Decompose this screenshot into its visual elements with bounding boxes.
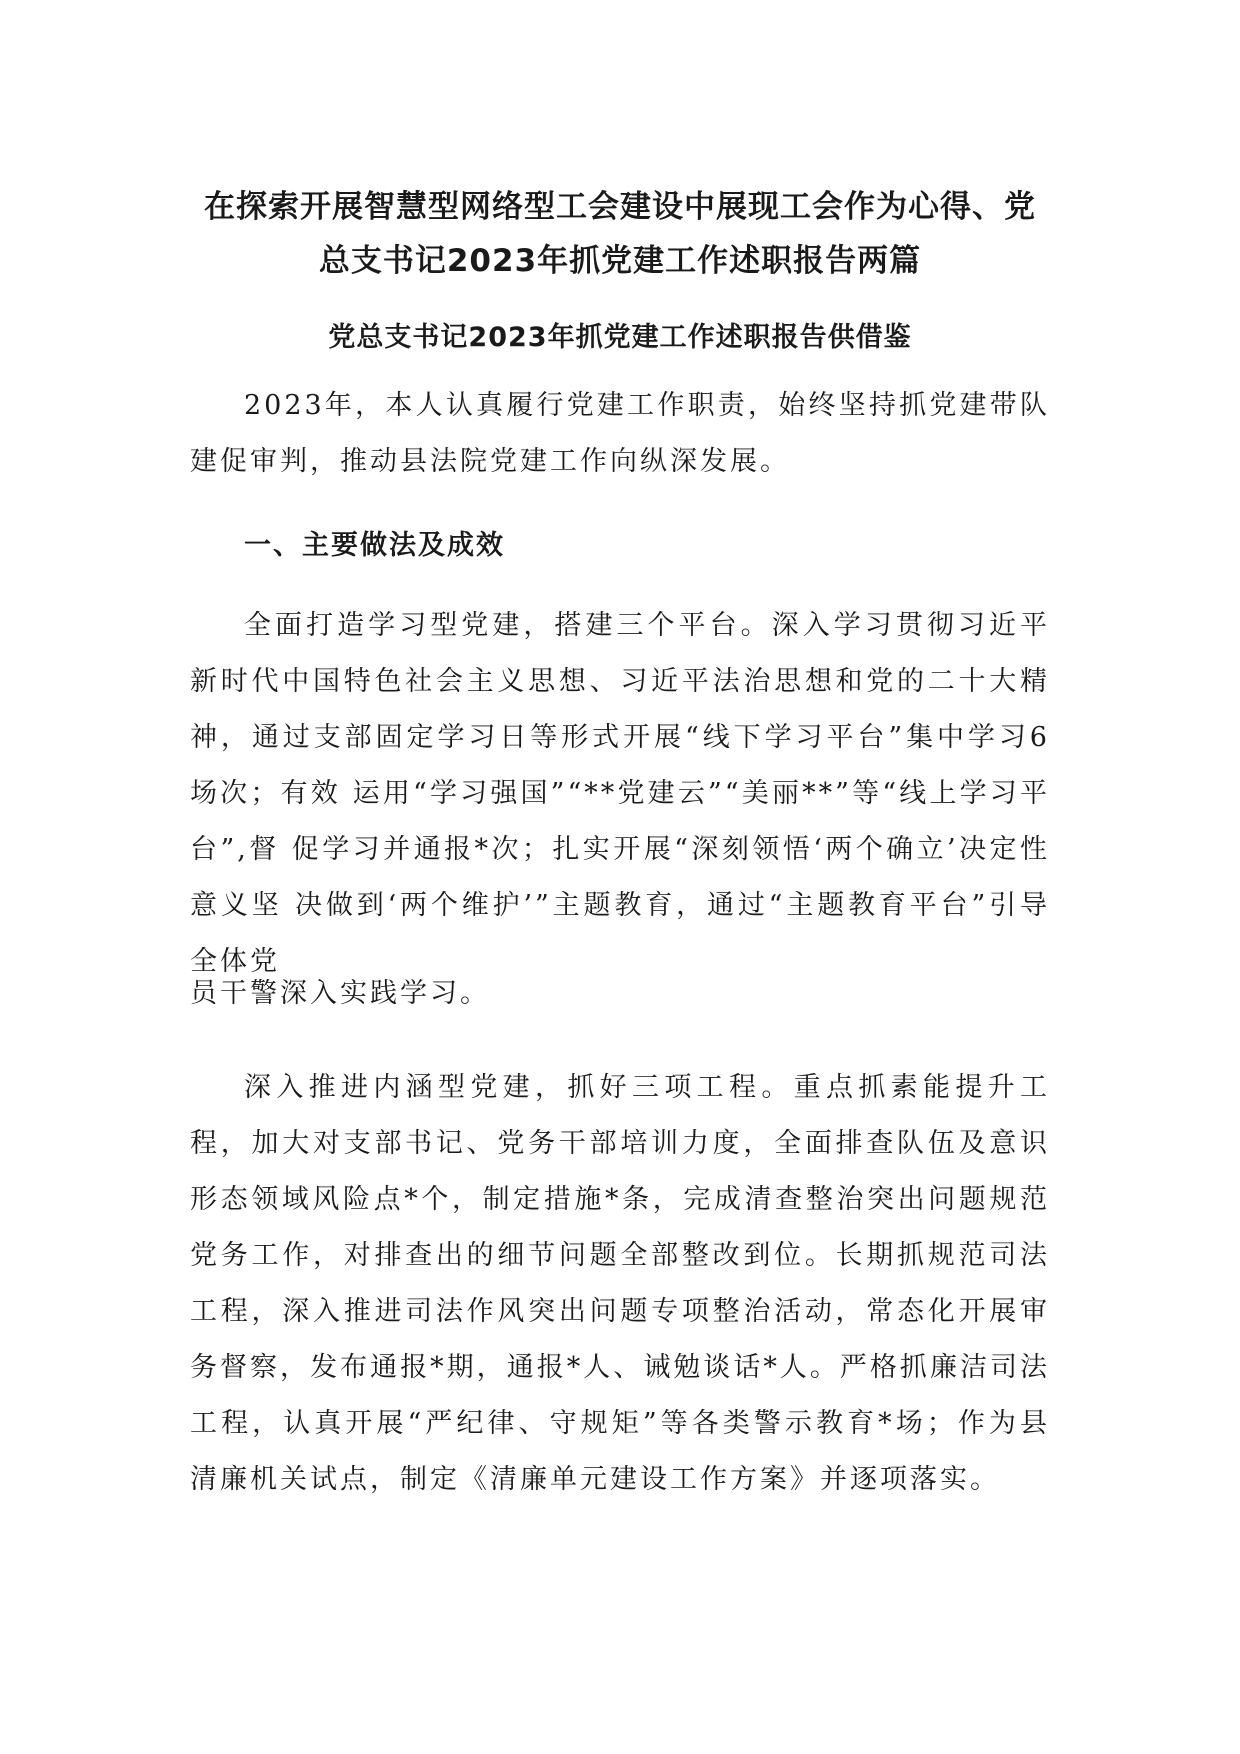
paragraph-three-projects: 深入推进内涵型党建，抓好三项工程。重点抓素能提升工程，加大对支部书记、党务干部培训力度，全面排查队伍及意识形态领域风险点*个，制定措施*条，完成清查整治突出问题规范党务工作，对排查出的细节问题全部整改到位。长期抓规范司法工程，深入推进司法作风突出问题专项整治活动，常态化开展审务督察，发布通报*期，通报*人、诫勉谈话*人。严格抓廉洁司法工程，认真开展“严纪律、守规矩”等各类警示教育*场；作为县清廉机关试点，制定《清廉单元建设工作方案》并逐项落实。 [190,1072,1050,1495]
section-heading: 一、主要做法及成效 [244,530,505,561]
intro-paragraph: 2023年，本人认真履行党建工作职责，始终坚持抓党建带队建促审判，推动县法院党建工作向纵深发展。 [190,390,1050,477]
title-line-1: 在探索开展智慧型网络型工会建设中展现工会作为心得、党 [204,189,1036,225]
title-line-2: 总支书记2023年抓党建工作述职报告两篇 [318,243,922,279]
paragraph-study-platforms: 全面打造学习型党建，搭建三个平台。深入学习贯彻习近平新时代中国特色社会主义思想、习近平法治思想和党的二十大精神，通过支部固定学习日等形式开展“线下学习平台”集中学习6场次；有效 运用“学习强国”“**党建云”“美丽**”等“线上学习平台”,督 促学习并通报*次；扎实开展“深刻领悟‘两个确立’决定性意义坚 决做到‘两个维护’”主题教育，通过“主题教育平台”引导全体党 [190,610,1050,977]
document-title [140,180,1100,288]
document-subtitle: 党总支书记2023年抓党建工作述职报告供借鉴 [328,322,912,353]
paragraph-study-platforms-tail: 员干警深入实践学习。 [190,978,490,1009]
